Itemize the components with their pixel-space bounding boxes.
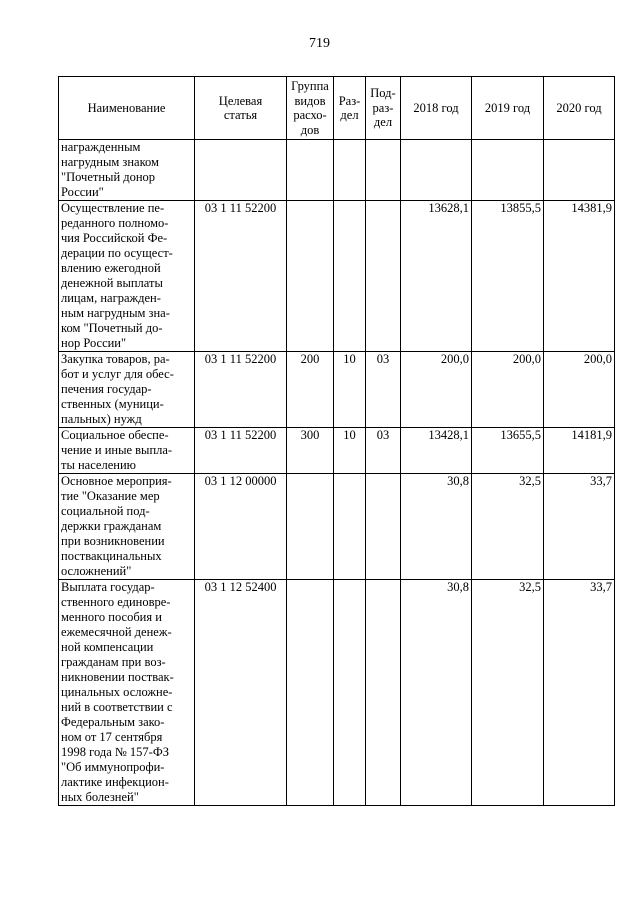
cell-name: Выплата государ- ственного единовре- менного пособия и ежемесячной денеж- ной компенсации гражданам при воз- никновении поствак- цинальных осложне- ний в соответствии с Федеральным зако- ном от 17 сентября 1998 года № 157-ФЗ "Об иммунопрофи- лактике инфекцион- ных болезней" xyxy=(59,580,195,806)
cell-group xyxy=(287,580,334,806)
cell-subsection xyxy=(366,580,401,806)
cell-section xyxy=(334,580,366,806)
cell-2019: 200,0 xyxy=(472,352,544,428)
cell-code xyxy=(195,140,287,201)
cell-subsection: 03 xyxy=(366,352,401,428)
cell-group xyxy=(287,140,334,201)
table-row xyxy=(59,580,615,806)
cell-2018: 13428,1 xyxy=(401,428,472,474)
cell-2018: 13628,1 xyxy=(401,201,472,352)
cell-section xyxy=(334,140,366,201)
table-row xyxy=(59,201,615,352)
cell-section: 10 xyxy=(334,428,366,474)
cell-group xyxy=(287,201,334,352)
cell-group xyxy=(287,474,334,580)
budget-table xyxy=(58,76,615,806)
table-row xyxy=(59,428,615,474)
cell-code: 03 1 11 52200 xyxy=(195,352,287,428)
header-name: Наименование xyxy=(59,77,195,140)
cell-section: 10 xyxy=(334,352,366,428)
cell-code: 03 1 11 52200 xyxy=(195,428,287,474)
header-2019: 2019 год xyxy=(472,77,544,140)
cell-name: Социальное обеспе- чение и иные выпла- ты населению xyxy=(59,428,195,474)
table-header-row xyxy=(59,77,615,140)
table-row xyxy=(59,352,615,428)
cell-name: Закупка товаров, ра- бот и услуг для обес- печения государ- ственных (муници- пальных) нужд xyxy=(59,352,195,428)
cell-2018: 30,8 xyxy=(401,474,472,580)
cell-code: 03 1 12 00000 xyxy=(195,474,287,580)
cell-2020: 200,0 xyxy=(544,352,615,428)
cell-2019 xyxy=(472,140,544,201)
cell-code: 03 1 11 52200 xyxy=(195,201,287,352)
cell-2018 xyxy=(401,140,472,201)
cell-subsection: 03 xyxy=(366,428,401,474)
cell-section xyxy=(334,474,366,580)
cell-section xyxy=(334,201,366,352)
header-2020: 2020 год xyxy=(544,77,615,140)
header-section: Раз- дел xyxy=(334,77,366,140)
cell-code: 03 1 12 52400 xyxy=(195,580,287,806)
cell-2020: 14181,9 xyxy=(544,428,615,474)
cell-name: Осуществление пе- реданного полномо- чия Российской Фе- дерации по осущест- влению ежегодной денежной выплаты лицам, награжден- ным нагрудным зна- ком "Почетный до- нор России" xyxy=(59,201,195,352)
page-number: 719 xyxy=(309,36,330,51)
cell-subsection xyxy=(366,474,401,580)
cell-name: Основное мероприя- тие "Оказание мер социальной под- держки гражданам при возникновении поствакцинальных осложнений" xyxy=(59,474,195,580)
cell-2019: 13855,5 xyxy=(472,201,544,352)
cell-2018: 30,8 xyxy=(401,580,472,806)
cell-subsection xyxy=(366,140,401,201)
header-code: Целевая статья xyxy=(195,77,287,140)
cell-2020 xyxy=(544,140,615,201)
cell-2019: 13655,5 xyxy=(472,428,544,474)
cell-subsection xyxy=(366,201,401,352)
header-2018: 2018 год xyxy=(401,77,472,140)
cell-2020: 33,7 xyxy=(544,474,615,580)
cell-2019: 32,5 xyxy=(472,474,544,580)
cell-group: 200 xyxy=(287,352,334,428)
table-row xyxy=(59,474,615,580)
cell-name: награжденным нагрудным знаком "Почетный донор России" xyxy=(59,140,195,201)
cell-2018: 200,0 xyxy=(401,352,472,428)
cell-2019: 32,5 xyxy=(472,580,544,806)
cell-2020: 33,7 xyxy=(544,580,615,806)
table-row xyxy=(59,140,615,201)
cell-2020: 14381,9 xyxy=(544,201,615,352)
cell-group: 300 xyxy=(287,428,334,474)
header-subsection: Под- раз- дел xyxy=(366,77,401,140)
header-group: Группа видов расхо- дов xyxy=(287,77,334,140)
